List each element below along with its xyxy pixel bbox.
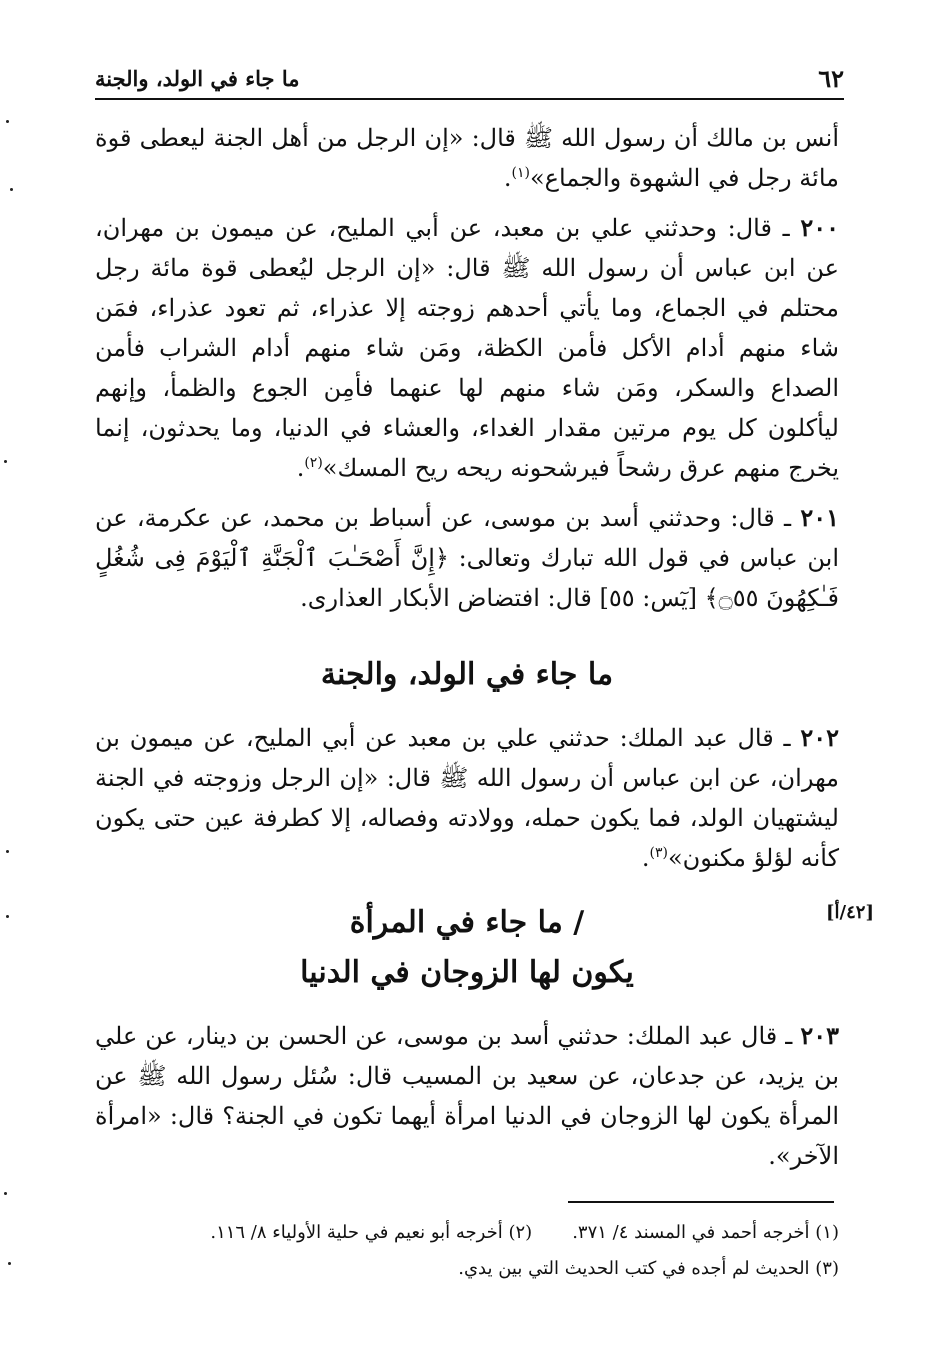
scan-speck <box>4 1192 7 1195</box>
footnote-ref-3: (٣) <box>649 845 668 861</box>
running-title: ما جاء في الولد، والجنة <box>95 66 300 91</box>
scan-speck <box>6 915 9 918</box>
hadith-number: ٢٠١ <box>800 503 839 532</box>
scan-speck <box>10 188 13 191</box>
hadith-200: ٢٠٠ ـ قال: وحدثني علي بن معبد، عن أبي المليح، عن ميمون بن مهران، عن ابن عباس أن رسول الله ﷺ قال: «إن الرجل ليُعطى قوة مائة رجل محتلم في الجماع، وما يأتي أحدهم زوجته إلا عذراء، ثم تعود عذراء، فمَن شاء منهم أدام الأكل فأمن الكظة، ومَن شاء منهم أدام الشراب فأمن الصداع والسكر، ومَن شاء منهم لها عنهما فأمِن الجوع والظمأ، وإنهم ليأكلون كل يوم مرتين مقدار الغداء، والعشاء في الدنيا، وما يحدثون، إنما يخرج منهم عرق رشحاً فيرشحونه ريحه ريح المسك»$^{(٢)}$. <box>95 213 839 482</box>
hadith-202: ٢٠٢ ـ قال عبد الملك: حدثني علي بن معبد عن أبي المليح، عن ميمون بن مهران، عن ابن عباس أن رسول الله ﷺ قال: «إن الرجل وزوجته في الجنة ليشتهيان الولد، فما يكون حمله، وولادته وفصاله، إلا كطرفة عين حتى يكون كأنه لؤلؤ مكنون»$^{(٣)}$. <box>95 723 840 872</box>
footnote-2: (٢) أخرجه أبو نعيم في حلية الأولياء ٨/ ١١٦. <box>210 1222 533 1243</box>
footnote-3: (٣) الحديث لم أجده في كتب الحديث التي بين يدي. <box>458 1258 839 1279</box>
footnote-line-1 <box>210 1218 839 1248</box>
footnote-separator <box>568 1201 834 1203</box>
scan-speck <box>4 460 7 463</box>
footnote-ref-1: (١) <box>511 165 530 181</box>
footnote-ref-2: (٢) <box>304 455 323 471</box>
hadith-201: ٢٠١ ـ قال: وحدثني أسد بن موسى، عن أسباط بن محمد، عن عكرمة، عن ابن عباس في قول الله تبارك وتعالى: ﴿إِنَّ أَصْحَـٰبَ ٱلْجَنَّةِ ٱلْيَوْمَ فِى شُغُلٍ فَـٰكِهُونَ ۝٥٥﴾ [يٓس: ٥٥] قال: افتضاض الأبكار العذارى. <box>95 503 839 612</box>
scan-speck <box>6 120 9 123</box>
paragraph-continuation: أنس بن مالك أن رسول الله ﷺ قال: «إن الرجل من أهل الجنة ليعطى قوة مائة رجل في الشهوة والجماع»$^{(١)}$. <box>95 124 839 192</box>
hadith-number: ٢٠٣ <box>800 1021 839 1050</box>
running-head <box>95 58 844 100</box>
scan-speck <box>8 1262 11 1265</box>
hadith-number: ٢٠٠ <box>800 213 839 242</box>
scan-speck <box>6 850 9 853</box>
manuscript-folio-ref: [٤٢/أ] <box>826 902 874 923</box>
section-heading-line-1: / ما جاء في المرأة <box>349 905 585 940</box>
section-heading: ما جاء في الولد، والجنة <box>320 657 614 692</box>
hadith-number: ٢٠٢ <box>800 723 840 752</box>
hadith-203: ٢٠٣ ـ قال عبد الملك: حدثني أسد بن موسى، عن الحسن بن دينار، عن علي بن يزيد، عن جدعان، عن سعيد بن المسيب قال: سُئل رسول الله ﷺ عن المرأة يكون لها الزوجان في الدنيا امرأة أيهما تكون في الجنة؟ قال: «امرأة الآخر». <box>95 1021 839 1170</box>
page-number: ٦٢ <box>818 64 844 93</box>
footnote-1: (١) أخرجه أحمد في المسند ٤/ ٣٧١. <box>572 1222 839 1243</box>
section-heading-line-2: يكون لها الزوجان في الدنيا <box>300 955 634 990</box>
footnote-line-2 <box>458 1254 839 1284</box>
